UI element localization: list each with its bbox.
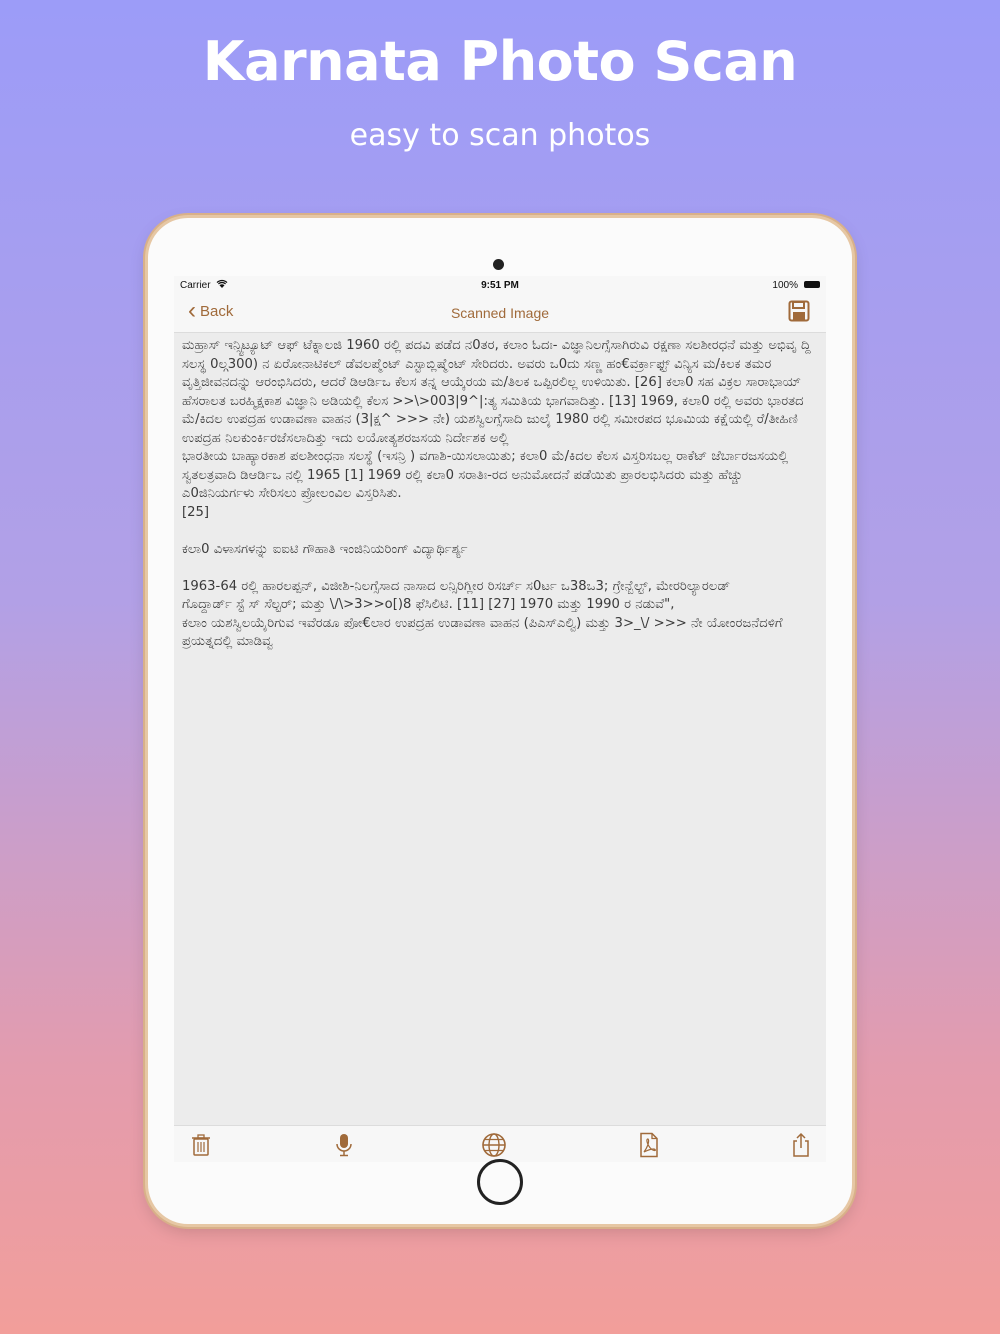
carrier-label: Carrier (180, 280, 211, 291)
globe-icon[interactable] (481, 1132, 507, 1158)
save-icon[interactable] (788, 300, 810, 322)
status-bar (174, 276, 826, 294)
app-screen (174, 276, 826, 1162)
battery-icon (804, 281, 820, 288)
status-time: 9:51 PM (481, 280, 519, 291)
scanned-text-area[interactable] (174, 333, 826, 1125)
battery-percent: 100% (772, 280, 798, 291)
promo-subtitle: easy to scan photos (349, 118, 651, 153)
nav-title: Scanned Image (450, 305, 550, 321)
trash-icon[interactable] (188, 1132, 214, 1158)
ipad-device (148, 218, 852, 1224)
scanned-text[interactable]: ಮಹ್ರಾಸ್ ಇನ್ಸ್ಟಿಟ್ಯೂಟ್ ಆಫ್ ಟೆಕ್ನಾಲಜಿ 1960 ರಲ್ಲಿ ಪದವಿ ಪಡೆದ ನ0ತರ, ಕಲಾಂ ಓದಃ- ವಿಜ್ಞಾನಿಲಗ್ಸೆಸಾಗಿರುವಿ ರಕ್ಷಣಾ ಸಲಶೀರಧನೆ ಮತ್ತು ಅಭಿವೃ ದ್ದಿ ಸಲಸ್ಥ 0ಲ್ಗ300) ನ ಏರೋನಾಟಿಕಲ್ ಡೆವಲಪ್ಮೆಂಟ್ ಎಸ್ಟಾಬ್ಲಿಷ್ಮೆಂಟ್ ಸೇರಿದರು. ಅವರು ಒ0ದು ಸಣ್ಣ ಹಂ€ವರ್ಕ್ರಾಫ್ಟ್ ವಿನ್ಯಿಸ ಮ/ಕಿಲಕ ತಮರ ವೃತ್ತಿಜೀವನದನ್ನು ಆರಂಭಿಸಿದರು, ಆದರೆ ಡಿಆರ್ಡಿಒ ಕೆಲಸ ತನ್ನ ಆಯ್ಕೆರಯ ಮ/ತಿಲಕ ಒಪ್ಪಿರಲಿಲ್ಲ ಉಳಿಯಿತು. [26] ಕಲಾ0 ಸಹ ವಿಕ್ರಲ ಸಾರಾಭಾಯ್ ಹೆಸರಾಲತ ಬರಹ್ಮಿಕ್ಷಕಾಶ ವಿಜ್ಞಾನಿ ಅಡಿಯಲ್ಲಿ ಕೆಲಸ >>\>003|9^|:ತ್ಯ ಸಮಿತಿಯ ಭಾಗವಾದಿತ್ತು. [13] 1969, ಕಲಾ0 ರಲ್ಲಿ ಅವರು ಭಾರತದ ಮೆ/ಕಿದಲ ಉಪದ್ರಹ ಉಡಾವಣಾ ವಾಹನ (3|ಕ್ಷ^ >>> ನೇ) ಯಶಸ್ವಿಲಗ್ಸೆಸಾದಿ ಜುಲೈ 1980 ರಲ್ಲಿ ಸಮೀರಪದ ಭೂಮಿಯ ಕಕ್ಷೆಯಲ್ಲಿ ರೆ/ತೀಹಿಣಿ ಉಪದ್ರಹ ನಿಲಕುಂರ್ಕಿರಜೆಸಲಾದಿತ್ತು ಇದು ಲಯೋತ್ಯಶರಜಸಯ ನಿರ್ದೇಶಕ ಅಲ್ಲಿ ಭಾರತೀಯ ಬಾಹ್ಯಾರಕಾಶ ಪಲಶೀಂಧನಾ ಸಲಸ್ಥೆ (ಇಸನ್ರಿ ) ವಗಾಶಿ-ಯಿಸಲಾಯಿತು; ಕಲಾ0 ಮೆ/ಕಿದಲ ಕೆಲಸ ವಿಸ್ತರಿಸಬಲ್ಲ ರಾಕೆಟ್ ಜೆರ್ಬಾರಜಸಯಲ್ಲಿ ಸ್ವತಲತ್ರವಾದಿ ಡಿಆರ್ಡಿಒ ನಲ್ಲಿ 1965 [1] 1969 ರಲ್ಲಿ ಕಲಾ0 ಸರಾತಿಃ-ರದ ಅನುಮೋದನೆ ಪಡೆಯಿತು ಪ್ರಾರಲಭಿಸಿದರು ಮತ್ತು ಹೆಚ್ಚು ಎ0ಜಿನಿಯರ್ಗಳು ಸೇರಿಸಲು ಪ್ರೋಲಂವಿಲ ವಿಸ್ತರಿಸಿತು. [25] ಕಲಾ0 ವಿಳಾಸಗಳನ್ನು ಐಐಟಿ ಗೌಹಾತಿ ಇಂಜಿನಿಯರಿಂಗ್ ವಿದ್ಯಾರ್ಥಿರ್ಶ್ಯ 1963-64 ರಲ್ಲಿ ಹಾರಲಪ್ಪನ್, ವಿಜೀಶಿ-ನಿಲಗ್ಸೆಸಾದ ನಾಸಾದ ಲನ್ಸಿರಿಗ್ಲೀರ ರಿಸರ್ಚ್ ಸ0ರ್ಟ ಒ38ಒ3; ಗ್ರೇನ್ಬೆಲ್ಟ್, ಮೇರರಿಲ್ಯಾರಲಡ್ ಗೊದ್ದಾರ್ಡ್ ಸ್ಟೆ ಸ್ ಸೆಲ್ಟರ್; ಮತ್ತು \/\>3>>o[)8 ಫೆಸಿಲಿಟಿ. [11] [27] 1970 ಮತ್ತು 1990 ರ ನಡುವೆ", ಕಲಾಂ ಯಶಸ್ವಿಲಯೈರಿಗುವ ಇವೆರಡೂ ಪೋ€ಲಾರ ಉಪದ್ರಹ ಉಡಾವಣಾ ವಾಹನ (ಪಿಎಸ್ಎಲ್ವಿ) ಮತ್ತು 3>_\/ >>> ನೇ ಯೋಂರಜನೆದಳಿಗೆ ಪ್ರಯತ್ನದಲ್ಲಿ ಮಾಡಿವ್ವ (182, 338, 811, 649)
microphone-icon[interactable] (331, 1132, 357, 1158)
pdf-icon[interactable] (636, 1132, 662, 1158)
camera-icon (493, 259, 504, 270)
home-button[interactable] (477, 1159, 523, 1205)
nav-bar (174, 294, 826, 333)
share-icon[interactable] (788, 1132, 814, 1158)
promo-title: Karnata Photo Scan (202, 30, 798, 93)
bottom-toolbar (174, 1125, 826, 1162)
back-label: Back (200, 302, 234, 320)
chevron-left-icon: ‹ (188, 297, 196, 324)
